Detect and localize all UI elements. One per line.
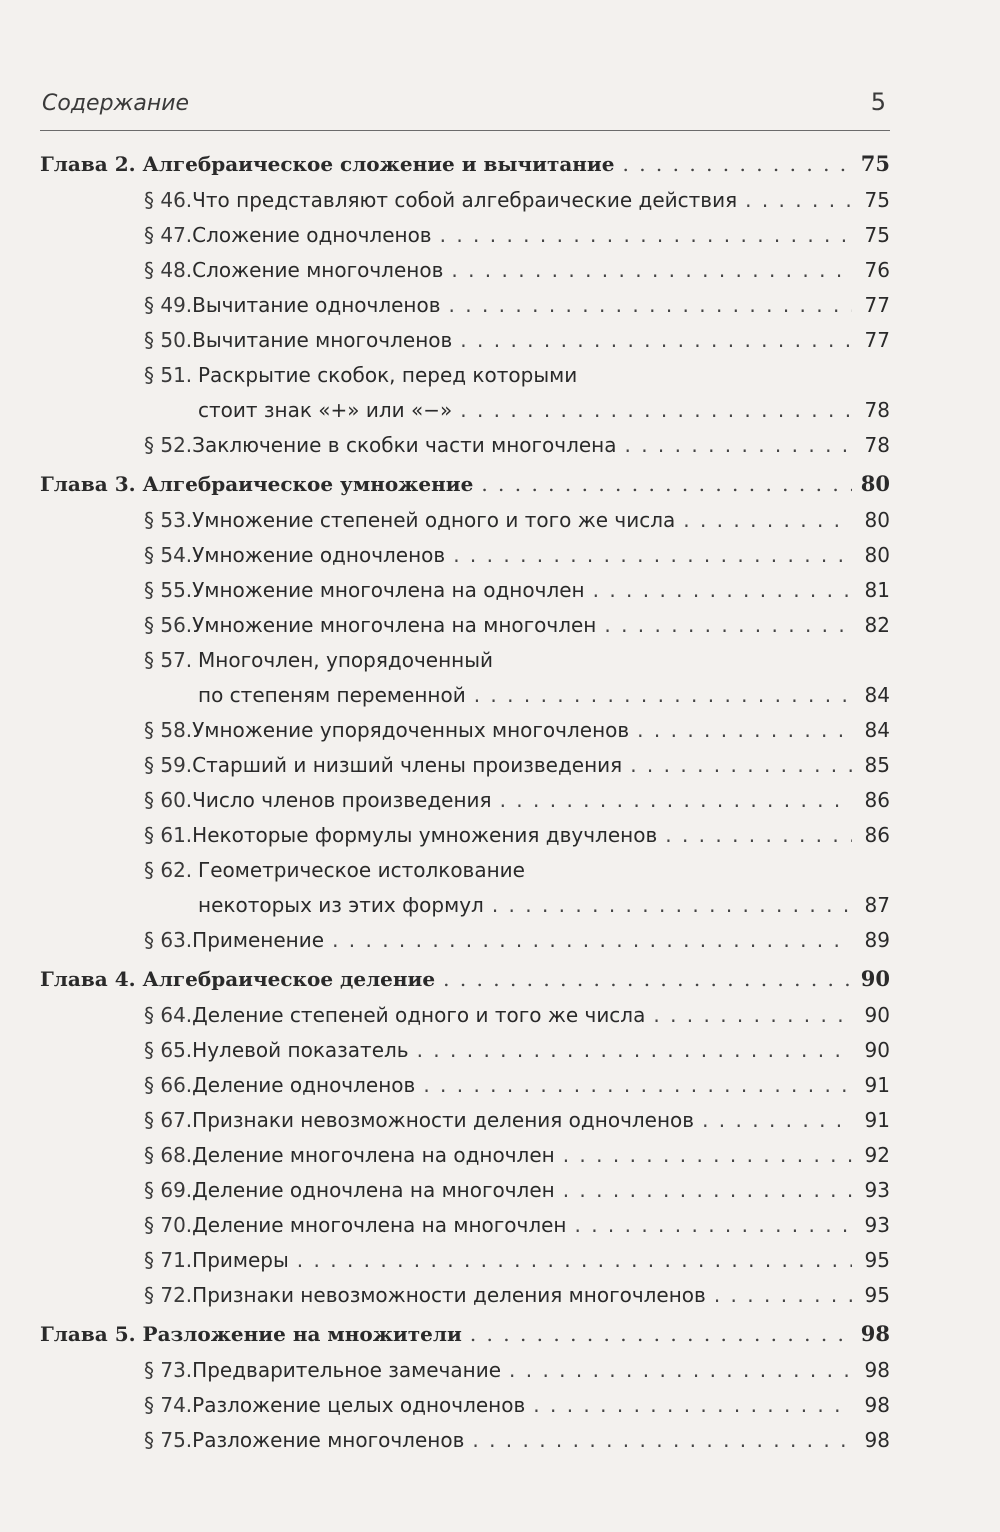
chapter-title: Глава 5. Разложение на множители [40,1322,462,1346]
chapter-title: Глава 4. Алгебраическое деление [40,967,436,991]
section-page: 93 [864,1178,890,1202]
section-page: 84 [864,683,890,707]
section-page: 82 [864,613,890,637]
section-title: Признаки невозможности деления одночленов [192,1108,695,1132]
toc-section-entry [40,1208,890,1243]
section-page: 98 [864,1358,890,1382]
section-title: Деление степеней одного и того же числа [192,1003,646,1027]
section-title-continued: стоит знак «+» или «−» [198,398,453,422]
section-number: § 57. [144,648,193,672]
dot-leader [500,783,852,818]
toc-section-entry [40,998,890,1033]
section-number: § 60. [144,788,193,812]
section-page: 89 [864,928,890,952]
dot-leader [423,1068,852,1103]
section-number: § 53. [144,508,193,532]
toc-chapter-entry [40,465,890,503]
section-number: § 61. [144,823,193,847]
section-title: Некоторые формулы умножения двучленов [192,823,658,847]
section-number: § 52. [144,433,193,457]
section-title-continued: по степеням переменной [198,683,466,707]
section-title: Многочлен, упорядоченный [198,648,494,672]
section-number: § 75. [144,1428,193,1452]
section-title: Сложение многочленов [192,258,444,282]
section-title: Умножение упорядоченных многочленов [192,718,630,742]
dot-leader [470,1315,852,1353]
section-page: 77 [864,293,890,317]
section-number: § 47. [144,223,193,247]
running-header [40,88,890,131]
section-title: Умножение одночленов [192,543,446,567]
toc-section-entry [40,1353,890,1388]
section-number: § 73. [144,1358,193,1382]
dot-leader [563,1173,852,1208]
section-title: Сложение одночленов [192,223,432,247]
toc-section-entry [40,218,890,253]
section-number: § 74. [144,1393,193,1417]
section-page: 98 [864,1428,890,1452]
toc-section-entry [40,1423,890,1458]
dot-leader [449,288,852,323]
toc-section-entry [40,1278,890,1313]
section-page: 95 [864,1248,890,1272]
section-page: 95 [864,1283,890,1307]
section-page: 86 [864,788,890,812]
toc-section-entry [40,323,890,358]
section-title: Число членов произведения [192,788,492,812]
chapter-title: Глава 3. Алгебраическое умножение [40,472,474,496]
section-title: Применение [192,928,325,952]
dot-leader [481,465,852,503]
section-number: § 49. [144,293,193,317]
section-number: § 67. [144,1108,193,1132]
dot-leader [665,818,852,853]
section-title: Признаки невозможности деления многочленов [192,1283,706,1307]
section-page: 85 [864,753,890,777]
toc-section-entry [40,608,890,643]
toc-chapter-entry [40,1315,890,1353]
section-number: § 58. [144,718,193,742]
section-page: 75 [864,223,890,247]
section-title: Нулевой показатель [192,1038,409,1062]
section-number: § 51. [144,363,193,387]
toc-section-entry [40,1033,890,1068]
toc-section-entry [40,538,890,573]
section-page: 78 [864,433,890,457]
section-number: § 65. [144,1038,193,1062]
dot-leader [623,145,853,183]
dot-leader [460,323,852,358]
section-title: Предварительное замечание [192,1358,502,1382]
dot-leader [683,503,852,538]
toc-section-entry [40,748,890,783]
toc-section-entry [40,818,890,853]
toc-section-continuation [40,678,890,713]
section-number: § 54. [144,543,193,567]
section-page: 80 [864,508,890,532]
toc-section-entry [40,428,890,463]
toc-section-entry [40,1068,890,1103]
toc-section-entry [40,853,890,888]
dot-leader [714,1278,852,1313]
section-title: Что представляют собой алгебраические действия [192,188,738,212]
dot-leader [604,608,852,643]
section-page: 78 [864,398,890,422]
section-title: Разложение целых одночленов [192,1393,526,1417]
dot-leader [472,1423,852,1458]
section-page: 75 [864,188,890,212]
section-page: 81 [864,578,890,602]
toc-section-entry [40,1243,890,1278]
toc-section-entry [40,923,890,958]
dot-leader [563,1138,852,1173]
section-page: 92 [864,1143,890,1167]
toc-chapter-entry [40,960,890,998]
section-number: § 50. [144,328,193,352]
dot-leader [745,183,852,218]
section-number: § 72. [144,1283,193,1307]
dot-leader [492,888,852,923]
toc-section-entry [40,783,890,818]
section-number: § 68. [144,1143,193,1167]
section-page: 91 [864,1108,890,1132]
section-title: Примеры [192,1248,289,1272]
section-page: 84 [864,718,890,742]
toc-section-entry [40,643,890,678]
toc-section-entry [40,1173,890,1208]
dot-leader [593,573,852,608]
toc-section-continuation [40,393,890,428]
toc-section-entry [40,288,890,323]
section-number: § 64. [144,1003,193,1027]
section-page: 86 [864,823,890,847]
section-title: Деление одночленов [192,1073,416,1097]
dot-leader [653,998,852,1033]
chapter-page: 75 [860,151,890,176]
dot-leader [417,1033,852,1068]
section-number: § 70. [144,1213,193,1237]
toc-section-entry [40,713,890,748]
section-page: 77 [864,328,890,352]
toc-section-entry [40,1138,890,1173]
toc-section-continuation [40,888,890,923]
dot-leader [630,748,852,783]
toc-section-entry [40,1388,890,1423]
section-title: Умножение многочлена на одночлен [192,578,585,602]
section-title: Умножение многочлена на многочлен [192,613,597,637]
section-page: 90 [864,1003,890,1027]
section-number: § 56. [144,613,193,637]
book-page [40,88,890,1458]
toc-section-entry [40,1103,890,1138]
section-page: 76 [864,258,890,282]
dot-leader [453,538,852,573]
dot-leader [332,923,852,958]
dot-leader [509,1353,852,1388]
dot-leader [533,1388,852,1423]
toc-section-entry [40,183,890,218]
section-title: Геометрическое истолкование [198,858,525,882]
page-number: 5 [870,88,886,116]
section-page: 93 [864,1213,890,1237]
section-number: § 69. [144,1178,193,1202]
chapter-page: 98 [860,1321,890,1346]
chapter-page: 90 [860,966,890,991]
dot-leader [443,960,852,998]
section-number: § 48. [144,258,193,282]
section-title: Деление многочлена на одночлен [192,1143,555,1167]
dot-leader [574,1208,852,1243]
dot-leader [440,218,852,253]
dot-leader [625,428,853,463]
section-page: 80 [864,543,890,567]
section-title: Деление одночлена на многочлен [192,1178,555,1202]
toc-section-entry [40,358,890,393]
dot-leader [451,253,852,288]
table-of-contents [40,145,890,1458]
section-title: Умножение степеней одного и того же числа [192,508,676,532]
section-number: § 63. [144,928,193,952]
section-number: § 55. [144,578,193,602]
dot-leader [297,1243,852,1278]
section-title: Заключение в скобки части многочлена [192,433,617,457]
dot-leader [460,393,852,428]
section-title: Деление многочлена на многочлен [192,1213,567,1237]
section-title: Раскрытие скобок, перед которыми [198,363,578,387]
section-page: 91 [864,1073,890,1097]
dot-leader [637,713,852,748]
chapter-title: Глава 2. Алгебраическое сложение и вычитание [40,152,615,176]
section-title: Вычитание одночленов [192,293,441,317]
section-page: 90 [864,1038,890,1062]
toc-chapter-entry [40,145,890,183]
section-page: 87 [864,893,890,917]
section-page: 98 [864,1393,890,1417]
section-number: § 66. [144,1073,193,1097]
section-title-continued: некоторых из этих формул [198,893,484,917]
dot-leader [702,1103,852,1138]
section-number: § 71. [144,1248,193,1272]
section-number: § 46. [144,188,193,212]
toc-section-entry [40,573,890,608]
running-header-title: Содержание [42,91,190,116]
section-number: § 62. [144,858,193,882]
toc-section-entry [40,503,890,538]
chapter-page: 80 [860,471,890,496]
toc-section-entry [40,253,890,288]
section-number: § 59. [144,753,193,777]
section-title: Вычитание многочленов [192,328,453,352]
dot-leader [474,678,852,713]
section-title: Разложение многочленов [192,1428,465,1452]
section-title: Старший и низший члены произведения [192,753,623,777]
